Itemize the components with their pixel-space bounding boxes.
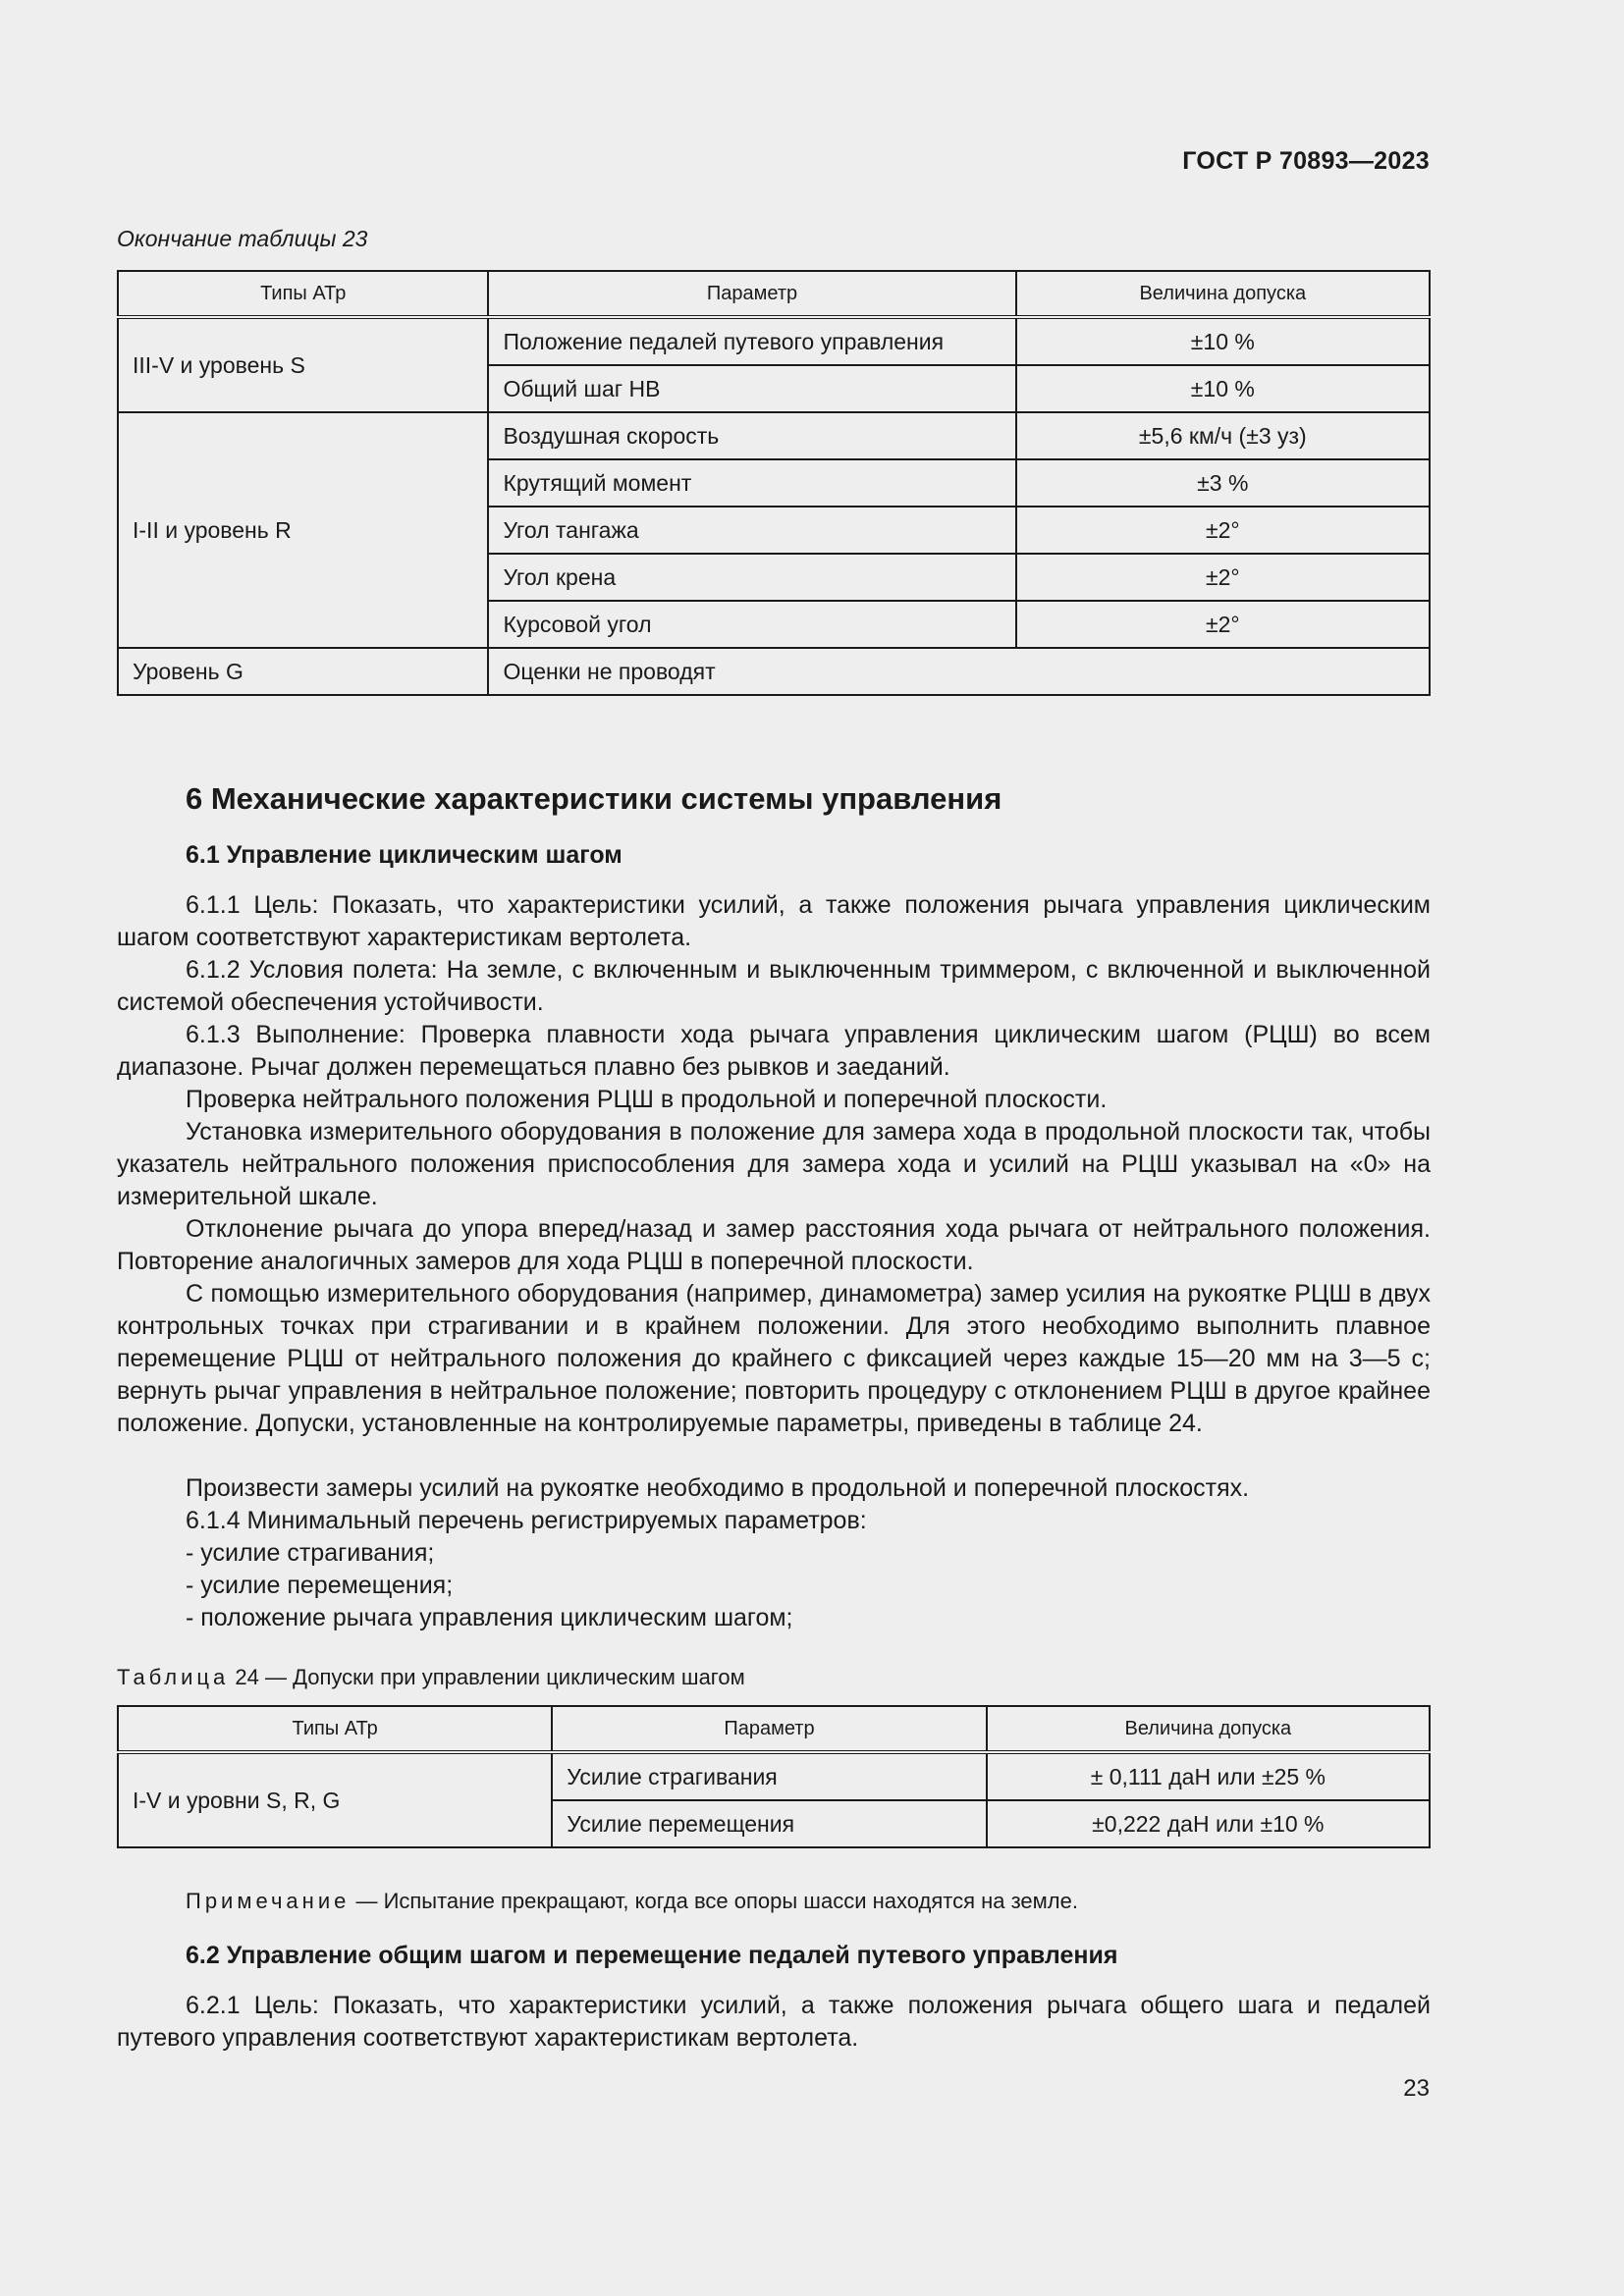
table-row	[118, 648, 1430, 695]
param-cell: Воздушная скорость	[488, 412, 1015, 459]
tolerance-cell: ± 0,111 даН или ±25 %	[987, 1752, 1430, 1800]
paragraph: С помощью измерительного оборудования (например, динамометра) замер усилия на рукоятке РЦШ в двух контрольных точках при страгивании и в крайнем положении. Для этого необходимо выполнить плавное перемещение РЦШ от нейтрального положения до крайнего с фиксацией через каждые 15—20 мм на 3—5 с; вернуть рычаг управления в нейтральное положение; повторить процедуру с отклонением РЦШ в другое крайнее положение. Допуски, установленные на контролируемые параметры, приведены в таблице 24.	[117, 1280, 1431, 1437]
table-24	[117, 1705, 1431, 1848]
table-row	[118, 1752, 1430, 1800]
paragraph: Проверка нейтрального положения РЦШ в продольной и поперечной плоскости.	[186, 1086, 1108, 1113]
paragraph: Отклонение рычага до упора вперед/назад и замер расстояния хода рычага от нейтрального положения. Повторение аналогичных замеров для хода РЦШ в поперечной плоскости.	[117, 1215, 1431, 1275]
tolerance-cell: ±5,6 км/ч (±3 уз)	[1016, 412, 1430, 459]
paragraph: Произвести замеры усилий на рукоятке необходимо в продольной и поперечной плоскостях.	[186, 1474, 1250, 1502]
paragraph: Установка измерительного оборудования в положение для замера хода в продольной плоскости так, чтобы указатель нейтрального положения приспособления для замера хода и усилий на РЦШ указывал на «0» на измерительной шкале.	[117, 1118, 1431, 1210]
param-cell: Угол крена	[488, 554, 1015, 601]
tolerance-cell: ±10 %	[1016, 365, 1430, 412]
tolerance-cell: ±10 %	[1016, 317, 1430, 365]
type-cell: I-II и уровень R	[118, 412, 488, 648]
section-title: 6 Механические характеристики системы управления	[186, 781, 1002, 816]
tolerance-cell: ±2°	[1016, 601, 1430, 648]
table24-caption: Таблица 24 — Допуски при управлении циклическим шагом	[117, 1665, 745, 1689]
param-cell: Усилие перемещения	[552, 1800, 986, 1847]
paragraph: 6.2.1 Цель: Показать, что характеристики усилий, а также положения рычага общего шага и педалей путевого управления соответствуют характеристикам вертолета.	[117, 1992, 1431, 2052]
subsection-title: 6.1 Управление циклическим шагом	[186, 841, 623, 869]
header-cell: Типы АТр	[118, 271, 488, 317]
list-item: - положение рычага управления циклическим шагом;	[186, 1604, 793, 1631]
table23-continuation-caption: Окончание таблицы 23	[117, 226, 368, 251]
paragraph: 6.1.1 Цель: Показать, что характеристики усилий, а также положения рычага управления циклическим шагом соответствуют характеристикам вертолета.	[117, 891, 1431, 951]
table-row	[118, 412, 1430, 459]
param-cell: Общий шаг НВ	[488, 365, 1015, 412]
type-cell: I-V и уровни S, R, G	[118, 1752, 552, 1847]
header-cell: Величина допуска	[987, 1706, 1430, 1752]
list-item: - усилие страгивания;	[186, 1539, 435, 1567]
paragraph: 6.1.2 Условия полета: На земле, с включенным и выключенным триммером, с включенной и выключенной системой обеспечения устойчивости.	[117, 956, 1431, 1016]
table-header-row	[118, 1706, 1430, 1752]
param-cell: Курсовой угол	[488, 601, 1015, 648]
page-number: 23	[1403, 2075, 1430, 2102]
table-23	[117, 270, 1431, 696]
tolerance-cell: ±2°	[1016, 507, 1430, 554]
param-cell: Угол тангажа	[488, 507, 1015, 554]
merged-cell: Оценки не проводят	[488, 648, 1430, 695]
list-item: - усилие перемещения;	[186, 1572, 454, 1599]
header-cell: Типы АТр	[118, 1706, 552, 1752]
tolerance-cell: ±2°	[1016, 554, 1430, 601]
header-cell: Параметр	[488, 271, 1015, 317]
type-cell: Уровень G	[118, 648, 488, 695]
type-cell: III-V и уровень S	[118, 317, 488, 412]
header-cell: Величина допуска	[1016, 271, 1430, 317]
note: Примечание — Испытание прекращают, когда все опоры шасси находятся на земле.	[186, 1889, 1078, 1913]
header-cell: Параметр	[552, 1706, 986, 1752]
subsection-title: 6.2 Управление общим шагом и перемещение педалей путевого управления	[186, 1942, 1118, 1969]
param-cell: Положение педалей путевого управления	[488, 317, 1015, 365]
param-cell: Крутящий момент	[488, 459, 1015, 507]
tolerance-cell: ±0,222 даН или ±10 %	[987, 1800, 1430, 1847]
table-row	[118, 317, 1430, 365]
paragraph: 6.1.4 Минимальный перечень регистрируемых параметров:	[186, 1507, 867, 1534]
paragraph: 6.1.3 Выполнение: Проверка плавности хода рычага управления циклическим шагом (РЦШ) во всем диапазоне. Рычаг должен перемещаться плавно без рывков и заеданий.	[117, 1021, 1431, 1081]
standard-number: ГОСТ Р 70893—2023	[1182, 147, 1430, 175]
table-header-row	[118, 271, 1430, 317]
tolerance-cell: ±3 %	[1016, 459, 1430, 507]
param-cell: Усилие страгивания	[552, 1752, 986, 1800]
